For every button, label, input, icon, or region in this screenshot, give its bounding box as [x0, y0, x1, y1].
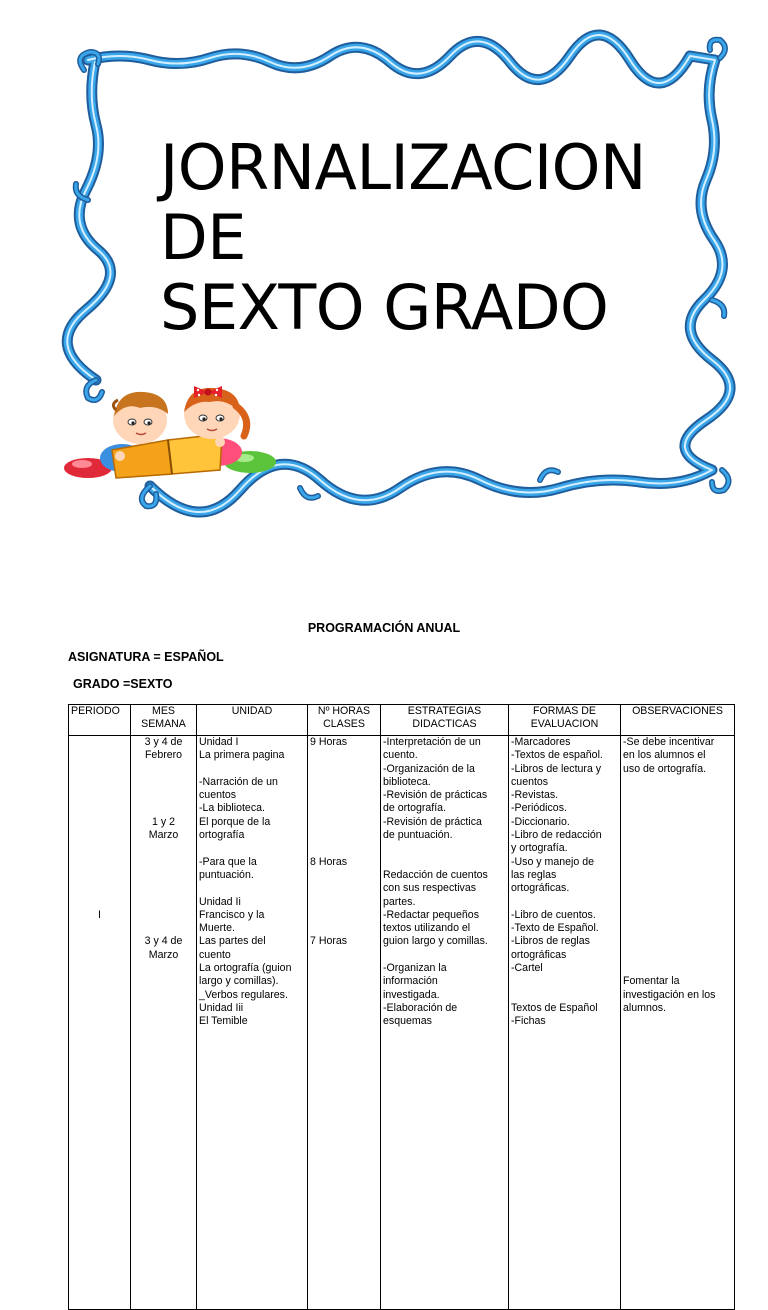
- cell-line: [511, 989, 618, 1002]
- cell-line: [623, 882, 732, 895]
- children-reading-illustration: [60, 378, 285, 488]
- cell-line: La ortografía (guion: [199, 962, 292, 975]
- cell-line: -Libros de reglas: [511, 935, 590, 948]
- evaluacion-lines: [511, 736, 618, 1029]
- cell-line: _Verbos regulares.: [199, 988, 288, 1001]
- cell-line: uso de ortografía.: [623, 762, 707, 775]
- cell-line: -Libro de cuentos.: [511, 908, 596, 921]
- cell-line: [310, 829, 378, 842]
- cell-line: Fomentar la: [623, 975, 680, 988]
- cover-title: [160, 133, 646, 343]
- cell-unidad: [197, 736, 308, 1310]
- header-estrategias: ESTRATEGIAS DIDACTICAS: [381, 705, 509, 736]
- cell-line: [623, 935, 732, 948]
- cell-line: ortográficas: [511, 948, 567, 961]
- cell-line: [133, 922, 194, 935]
- cell-line: [623, 789, 732, 802]
- cell-line: textos utilizando el: [383, 922, 471, 935]
- cell-line: -Cartel: [511, 962, 543, 975]
- cell-line: Marzo: [148, 948, 179, 961]
- cell-line: [310, 869, 378, 882]
- cell-line: [133, 882, 194, 895]
- cell-line: -Revisión de prácticas: [383, 789, 488, 802]
- cell-line: [623, 856, 732, 869]
- cell-line: [310, 909, 378, 922]
- cell-line: [310, 882, 378, 895]
- cell-line: -Textos de español.: [511, 749, 603, 762]
- cell-line: cuento: [199, 948, 231, 961]
- grade-line: GRADO =SEXTO: [73, 677, 173, 691]
- cell-line: [199, 842, 305, 855]
- cell-line: [623, 909, 732, 922]
- table-row: [69, 736, 735, 1310]
- cell-line: -Organización de la: [383, 762, 475, 775]
- cell-line: Unidad Iii: [199, 1001, 244, 1014]
- cell-line: [623, 949, 732, 962]
- observaciones-lines: [623, 736, 732, 1015]
- cell-line: -Uso y manejo de: [511, 855, 595, 868]
- cell-line: puntuación.: [199, 868, 254, 881]
- cell-line: [623, 896, 732, 909]
- cell-line: [133, 896, 194, 909]
- cell-observaciones: [621, 736, 735, 1310]
- cell-line: esquemas: [383, 1015, 432, 1028]
- header-observaciones: OBSERVACIONES: [621, 705, 735, 736]
- cell-line: [511, 896, 618, 909]
- cell-evaluacion: [509, 736, 621, 1310]
- cell-line: [199, 882, 305, 895]
- cell-line: [623, 962, 732, 975]
- table-header-row: [69, 705, 735, 736]
- cell-line: [623, 776, 732, 789]
- cell-line: 8 Horas: [310, 855, 348, 868]
- cell-line: cuentos: [511, 775, 549, 788]
- cell-estrategias: [381, 736, 509, 1310]
- cell-line: investigada.: [383, 988, 440, 1001]
- cell-line: [623, 842, 732, 855]
- cell-line: [511, 975, 618, 988]
- cell-line: 9 Horas: [310, 736, 348, 748]
- cell-line: [310, 802, 378, 815]
- cell-line: [310, 922, 378, 935]
- cell-line: Muerte.: [199, 922, 235, 935]
- cell-line: Francisco y la: [199, 908, 265, 921]
- cell-line: partes.: [383, 895, 416, 908]
- cell-line: alumnos.: [623, 1001, 666, 1014]
- cell-line: [310, 842, 378, 855]
- cell-line: -Organizan la: [383, 962, 447, 975]
- cell-line: -Revistas.: [511, 789, 559, 802]
- cell-line: investigación en los: [623, 988, 716, 1001]
- cell-line: 1 y 2: [152, 815, 175, 828]
- cell-line: y ortografía.: [511, 842, 568, 855]
- cell-line: [623, 802, 732, 815]
- cell-line: [383, 856, 506, 869]
- cell-line: -Redactar pequeños: [383, 908, 479, 921]
- cell-line: guion largo y comillas.: [383, 935, 488, 948]
- estrategias-lines: [383, 736, 506, 1029]
- horas-lines: [310, 736, 378, 949]
- cell-line: [623, 816, 732, 829]
- unidad-lines: [199, 736, 305, 1029]
- header-horas: Nº HORAS CLASES: [308, 705, 381, 736]
- cell-line: [133, 802, 194, 815]
- cell-line: [310, 749, 378, 762]
- cover-title-line: JORNALIZACION: [160, 131, 646, 204]
- cell-line: [133, 776, 194, 789]
- cell-line: [133, 856, 194, 869]
- cell-line: 7 Horas: [310, 935, 348, 948]
- cell-line: -La biblioteca.: [199, 802, 265, 815]
- subject-line: ASIGNATURA = ESPAÑOL: [68, 650, 224, 664]
- cell-line: -Libro de redacción: [511, 829, 602, 842]
- cell-line: en los alumnos el: [623, 749, 706, 762]
- cell-line: -Interpretación de un: [383, 736, 481, 748]
- cell-line: La primera pagina: [199, 749, 285, 762]
- cell-mes-semana: [131, 736, 197, 1310]
- cell-line: -Marcadores: [511, 736, 571, 748]
- cell-line: [623, 829, 732, 842]
- cell-line: [133, 789, 194, 802]
- header-mes-semana: MES SEMANA: [131, 705, 197, 736]
- cell-line: -Elaboración de: [383, 1001, 458, 1014]
- cell-line: ortografía: [199, 829, 245, 842]
- cell-line: Marzo: [148, 829, 179, 842]
- cell-horas: [308, 736, 381, 1310]
- header-evaluacion: FORMAS DE EVALUACION: [509, 705, 621, 736]
- cell-line: [133, 842, 194, 855]
- cell-line: 3 y 4 de: [144, 935, 183, 948]
- cell-line: información: [383, 975, 438, 988]
- cell-line: 3 y 4 de: [144, 736, 183, 748]
- cell-line: -Texto de Español.: [511, 922, 599, 935]
- cell-line: -Periódicos.: [511, 802, 567, 815]
- cell-line: [383, 949, 506, 962]
- cell-line: [310, 763, 378, 776]
- mes-semana-lines: [133, 736, 194, 962]
- cell-line: -Narración de un: [199, 775, 278, 788]
- cell-line: cuento.: [383, 749, 418, 762]
- cell-periodo: I: [69, 736, 131, 1310]
- cell-line: largo y comillas).: [199, 975, 279, 988]
- cell-line: [623, 869, 732, 882]
- cell-line: [133, 763, 194, 776]
- cell-line: cuentos: [199, 789, 237, 802]
- cell-line: -Se debe incentivar: [623, 736, 715, 748]
- cell-line: Febrero: [144, 749, 183, 762]
- cell-line: de ortografía.: [383, 802, 447, 815]
- document-heading: PROGRAMACIÓN ANUAL: [307, 621, 461, 635]
- cell-line: [310, 789, 378, 802]
- cover-title-line: SEXTO GRADO: [160, 271, 609, 344]
- cell-line: [133, 909, 194, 922]
- cell-line: -Diccionario.: [511, 815, 570, 828]
- cell-line: -Fichas: [511, 1015, 546, 1028]
- cell-line: El porque de la: [199, 815, 271, 828]
- cell-line: [199, 763, 305, 776]
- header-periodo: PERIODO: [69, 705, 131, 736]
- cell-line: con sus respectivas: [383, 882, 477, 895]
- cell-line: Redacción de cuentos: [383, 868, 488, 881]
- cell-line: [310, 896, 378, 909]
- header-unidad: UNIDAD: [197, 705, 308, 736]
- cell-line: de puntuación.: [383, 829, 453, 842]
- cell-line: Textos de Español: [511, 1001, 598, 1014]
- cell-line: [310, 816, 378, 829]
- cell-line: [383, 842, 506, 855]
- cell-line: biblioteca.: [383, 775, 431, 788]
- cell-line: -Revisión de práctica: [383, 815, 482, 828]
- annual-plan-table: [68, 704, 735, 1310]
- cell-line: Unidad I: [199, 736, 239, 748]
- cell-line: [623, 922, 732, 935]
- cell-line: Unidad Ii: [199, 895, 241, 908]
- cell-line: ortográficas.: [511, 882, 570, 895]
- cover-title-line: DE: [160, 201, 246, 274]
- cell-line: las reglas: [511, 868, 557, 881]
- cell-line: -Libros de lectura y: [511, 762, 602, 775]
- cell-line: Las partes del: [199, 935, 266, 948]
- cell-line: [310, 776, 378, 789]
- cell-line: [133, 869, 194, 882]
- cell-line: El Temible: [199, 1015, 248, 1028]
- cell-line: -Para que la: [199, 855, 257, 868]
